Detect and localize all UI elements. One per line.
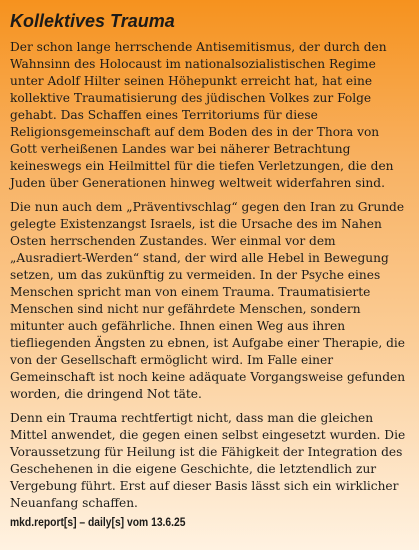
text-line: Vergebung führt. Erst auf dieser Basis lässt sich ein wirklicher: [10, 479, 399, 493]
text-line: Osten herrschenden Zustandes. Wer einmal vor dem: [10, 234, 336, 248]
text-line: mitunter auch gefährliche. Ihnen einen Weg aus ihren: [10, 319, 346, 333]
text-line: von der Gesellschaft ermöglicht wird. Im Falle einer: [10, 353, 334, 367]
text-line: Die nun auch dem „Präventivschlag“ gegen den Iran zu Grunde: [10, 200, 405, 214]
text-line: Menschen sind nicht nur gefährdete Menschen, sondern: [10, 302, 361, 316]
text-line: setzen, um das zukünftig zu vermeiden. In der Psyche eines: [10, 268, 381, 282]
text-line: worden, die dringend Not täte.: [10, 387, 202, 401]
text-line: unter Adolf Hilter seinen Höhepunkt erreicht hat, hat eine: [10, 74, 373, 88]
footer: [10, 514, 419, 530]
article-title: Kollektives Trauma: [10, 11, 175, 31]
paragraph-2: [10, 199, 419, 403]
text-line: Wahnsinn des Holocaust im nationalsozialistischen Regime: [10, 57, 376, 71]
text-line: Juden über Generationen hinweg weltweit widerfahren sind.: [10, 176, 385, 190]
paragraph-3: [10, 410, 419, 512]
text-line: Religionsgemeinschaft auf dem Boden des in der Thora von: [10, 125, 380, 139]
paragraph-1: [10, 39, 419, 192]
text-line: gehabt. Das Schaffen eines Territoriums für diese: [10, 108, 318, 122]
text-line: Voraussetzung für Heilung ist die Fähigkeit der Integration des: [10, 445, 403, 459]
text-line: keineswegs ein Heilmittel für die tiefen Verletzungen, die den: [10, 159, 394, 173]
text-line: Geschehenen in die eigene Geschichte, die letztendlich zur: [10, 462, 377, 476]
text-line: Der schon lange herrschende Antisemitismus, der durch den: [10, 40, 387, 54]
source-credit: mkd.report[s] – daily[s] vom 13.6.25: [10, 515, 186, 529]
text-line: gelegte Existenzangst Israels, ist die Ursache des im Nahen: [10, 217, 382, 231]
text-line: kollektive Traumatisierung des jüdischen Volkes zur Folge: [10, 91, 372, 105]
text-line: Mittel anwendet, die gegen einen selbst eingesetzt wurden. Die: [10, 428, 406, 442]
text-line: Denn ein Trauma rechtfertigt nicht, dass man die gleichen: [10, 411, 374, 425]
text-line: Gemeinschaft ist noch keine adäquate Vorgangsweise gefunden: [10, 370, 406, 384]
text-line: Gott verheißenen Landes war bei näherer Betrachtung: [10, 142, 351, 156]
text-line: Neuanfang schaffen.: [10, 496, 138, 510]
text-line: „Ausradiert-Werden“ stand, der wird alle Hebel in Bewegung: [10, 251, 389, 265]
text-line: Menschen spricht man von einem Trauma. Traumatisierte: [10, 285, 371, 299]
text-line: tiefliegenden Ängsten zu ebnen, ist Aufgabe einer Therapie, die: [10, 336, 405, 350]
